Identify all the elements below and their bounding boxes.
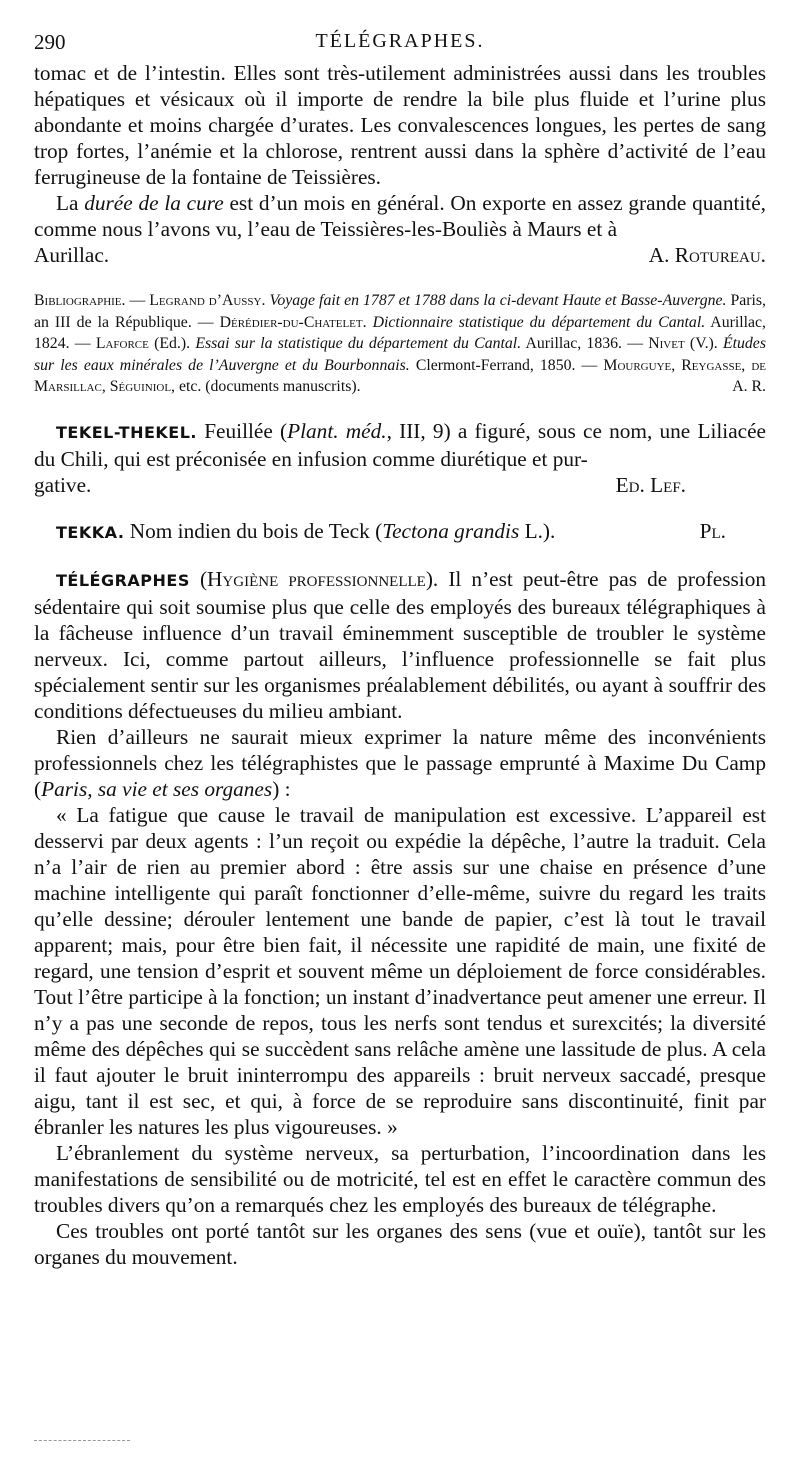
- telegraphes-paragraph-4: Ces troubles ont porté tantôt sur les organes des sens (vue et ouïe), tantôt sur les organes du mouvement.: [34, 1218, 766, 1269]
- running-title: TÉLÉGRAPHES.: [315, 30, 485, 52]
- entry-subheading: Hygiène professionnelle: [207, 566, 426, 591]
- document-page: [34, 30, 766, 1270]
- entry-tekel-end: gative. Ed. Lef.: [34, 472, 686, 497]
- telegraphes-paragraph-3: L’ébranlement du système nerveux, sa perturbation, l’incoordination dans les manifestations de sensibilité ou de motricité, tel est en effet le caractère commun des troubles divers qu’on a remarqués chez les employés des bureaux de télégraphe.: [34, 1140, 766, 1217]
- page-number: 290: [34, 30, 66, 54]
- bibliography-label: Bibliographie.: [34, 292, 126, 309]
- entry-headword: TÉLÉGRAPHES: [56, 570, 190, 590]
- entry-telegraphes: TÉLÉGRAPHES (Hygiène professionnelle). Il n’est peut-être pas de profession sédentaire qui soit soumise plus que celle des employés des bureaux télégraphiques à la fâcheuse influence d’un travail éminemment susceptible de troubler le système nerveux. Ici, comme partout ailleurs, l’influence professionnelle se fait plus spécialement sentir sur les organismes préalablement débilités, ou ayant à souffrir des conditions défectueuses du milieu ambiant.: [34, 566, 766, 723]
- page-header: [34, 30, 766, 60]
- telegraphes-paragraph-2: Rien d’ailleurs ne saurait mieux exprimer la nature même des inconvénients professionnels chez les télégraphistes que le passage emprunté à Maxime Du Camp (Paris, sa vie et ses organes) :: [34, 724, 766, 801]
- bibliography: Bibliographie. — Legrand d’Aussy. Voyage fait en 1787 et 1788 dans la ci-devant Haute et Basse-Auvergne. Paris, an III de la République. — Dérédier-du-Chatelet. Dictionnaire statistique du département du Cantal. Aurillac, 1824. — Laforce (Ed.). Essai sur la statistique du département du Cantal. Aurillac, 1836. — Nivet (V.). Études sur les eaux minérales de l’Auvergne et du Bourbonnais. Clermont-Ferrand, 1850. — Mourguye, Reygasse, de Marsillac, Séguiniol, etc. (documents manuscrits). A. R.: [34, 290, 766, 398]
- telegraphes-quotation: « La fatigue que cause le travail de manipulation est excessive. L’appareil est desservi par deux agents : l’un reçoit ou expédie la dépêche, l’autre la traduit. Cela n’a l’air de rien au premier abord : être assis sur une chaise en présence d’une machine intelligente qui paraît fonctionner d’elle-même, suivre du regard les traits qu’elle dessine; dérouler lentement une bande de papier, c’est là tout le travail apparent; mais, pour être bien fait, il nécessite une rapidité de main, une fixité de regard, une tension d’esprit et souvent même un déploiement de force considérables. Tout l’être participe à la fonction; un instant d’inadvertance peut amener une erreur. Il n’y a pas une seconde de repos, tous les nerfs sont tendus et surexcités; la diversité même des dépêches qui se succèdent sans relâche amène une lassitude de plus. A cela il faut ajouter le bruit ininterrompu des appareils : bruit nerveux saccadé, presque aigu, tant il est sec, et qui, à force de se reproduire sans discontinuité, finit par ébranler les natures les plus vigoureuses. »: [34, 802, 766, 1139]
- footer-rule: [34, 1440, 130, 1441]
- entry-headword: TEKKA.: [56, 522, 125, 542]
- entry-tekel-thekel: TEKEL-THEKEL. Feuillée (Plant. méd., III, 9) a figuré, sous ce nom, une Liliacée du Chili, qui est préconisée en infusion comme diurétique et pur-: [34, 418, 767, 471]
- bibliography-signature: A. R.: [732, 378, 766, 395]
- author-signature: Pl.: [699, 518, 726, 543]
- continuation-paragraph: tomac et de l’intestin. Elles sont très-utilement administrées aussi dans les troubles hépatiques et vésicaux où il importe de rendre la bile plus fluide et l’urine plus abondante et moins chargée d’urates. Les convalescences longues, les pertes de sang trop fortes, l’anémie et la chlorose, rentrent aussi dans la sphère d’activité de l’eau ferrugineuse de la fontaine de Teissières.: [34, 61, 766, 189]
- cure-paragraph-end: Aurillac. A. Rotureau.: [34, 243, 766, 267]
- entry-tekka: TEKKA. Nom indien du bois de Teck (Tectona grandis L.). Pl.: [56, 518, 726, 543]
- entry-headword: TEKEL-THEKEL.: [56, 422, 197, 442]
- author-signature: Ed. Lef.: [615, 472, 686, 497]
- cure-paragraph: La durée de la cure est d’un mois en général. On exporte en assez grande quantité, comme nous l’avons vu, l’eau de Teissières-les-Bouliès à Maurs et à: [34, 191, 766, 241]
- author-signature: A. Rotureau.: [648, 243, 766, 267]
